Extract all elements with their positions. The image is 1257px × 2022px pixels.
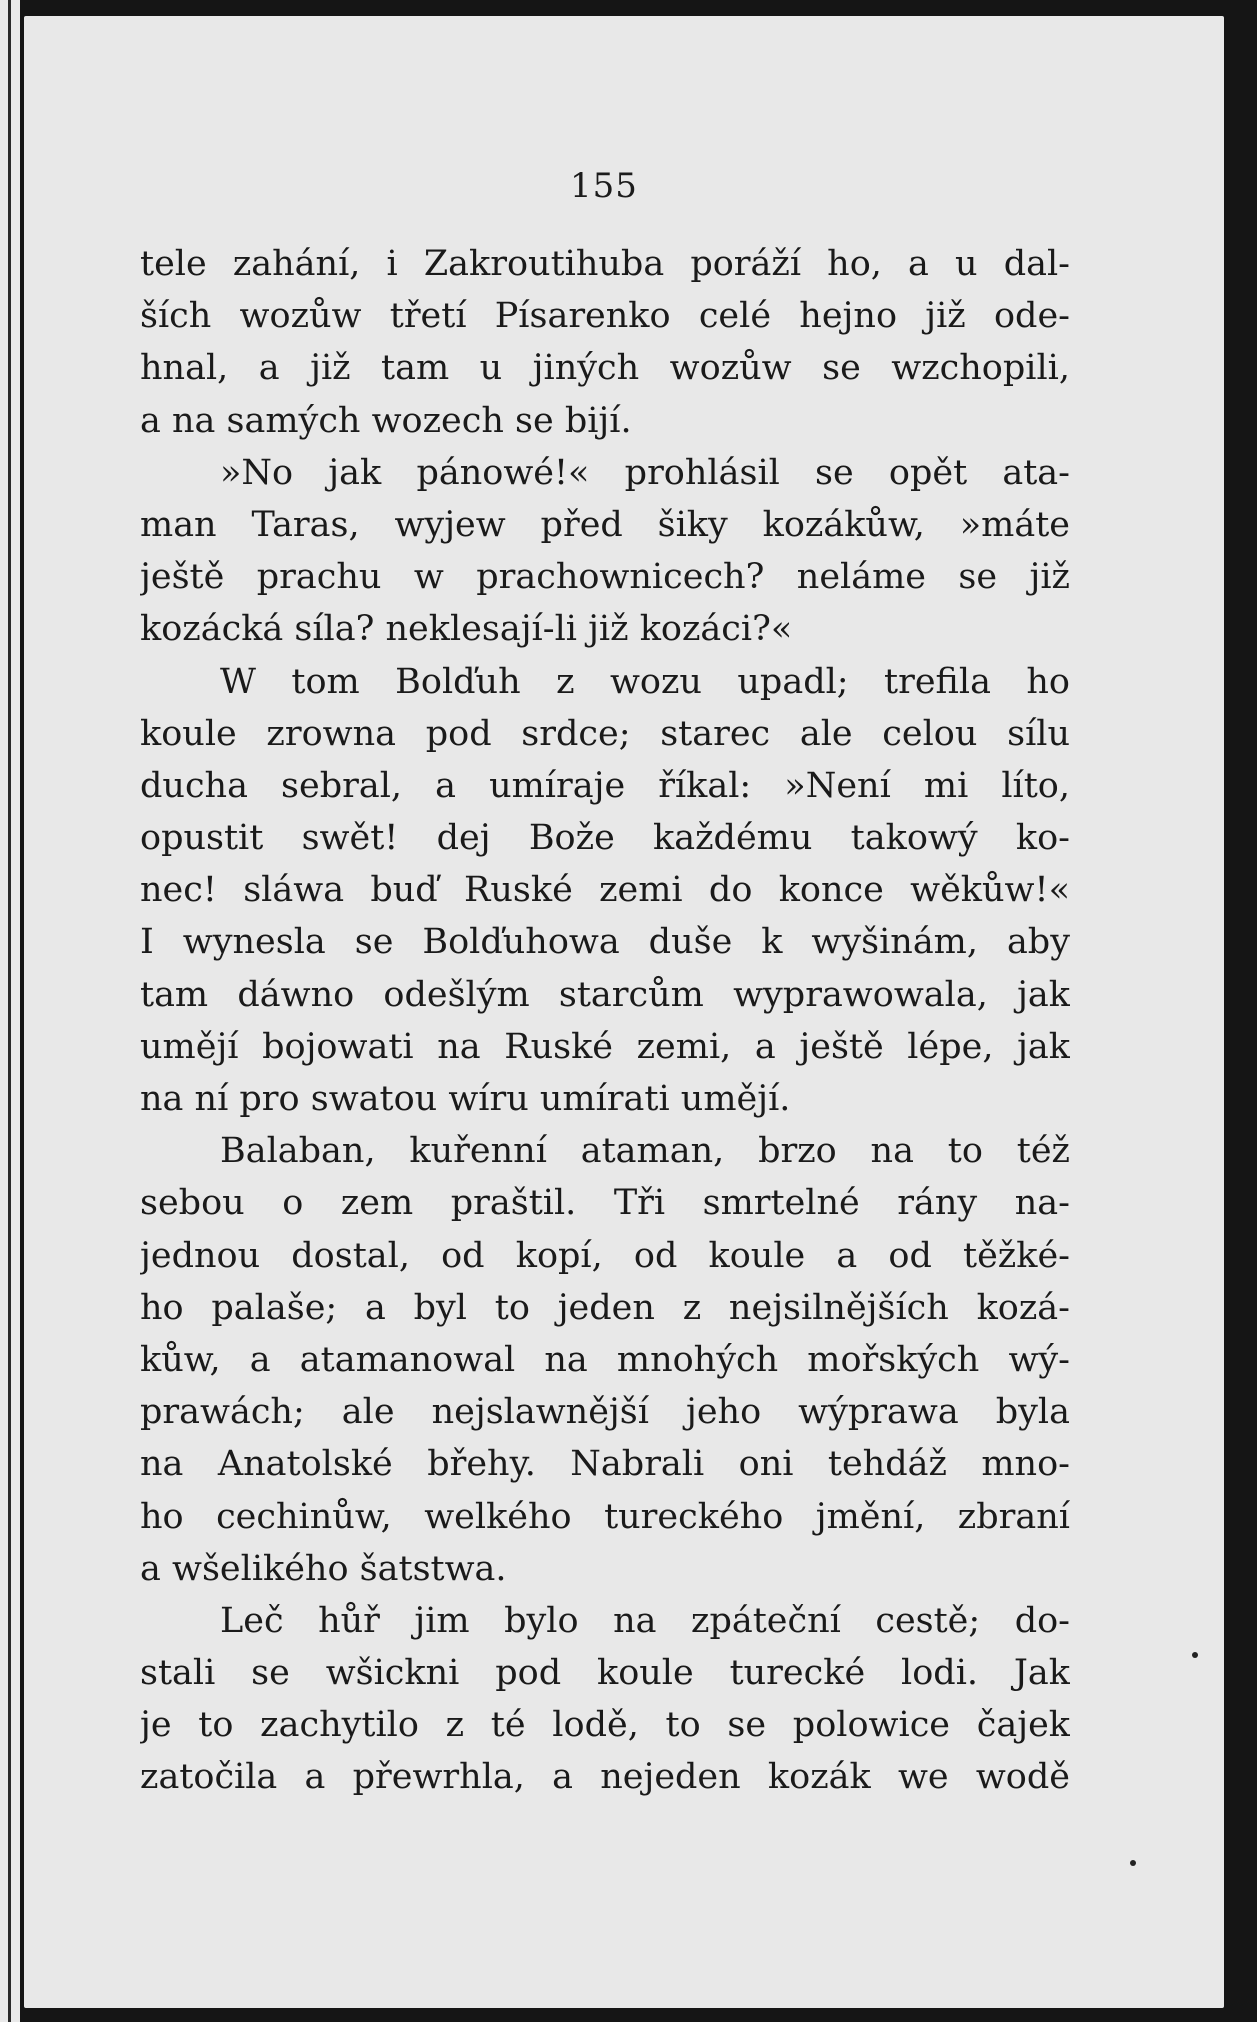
text-line: Leč hůř jim bylo na zpáteční cestě; do- — [220, 1600, 1070, 1641]
text-line: kozácká síla? neklesají-li již kozáci?« — [140, 609, 793, 650]
text-line: stali se wšickni pod koule turecké lodi. Jak — [140, 1653, 1070, 1694]
text-line: ho palaše; a byl to jeden z nejsilnějších kozá- — [140, 1287, 1070, 1328]
text-line: tam dáwno odešlým starcům wyprawowala, jak — [140, 974, 1070, 1015]
page-body-text — [140, 238, 1070, 1804]
text-line: I wynesla se Bolďuhowa duše k wyšinám, aby — [140, 922, 1070, 963]
text-line: sebou o zem praštil. Tři smrtelné rány na- — [140, 1183, 1070, 1224]
text-line: zatočila a přewrhla, a nejeden kozák we wodě — [140, 1757, 1070, 1798]
text-line: kůw, a atamanowal na mnohých mořských wý- — [140, 1339, 1070, 1380]
page-number: 155 — [570, 166, 638, 206]
text-line: man Taras, wyjew před šiky kozákůw, »máte — [140, 504, 1070, 545]
text-line: Balaban, kuřenní ataman, brzo na to též — [220, 1131, 1070, 1172]
text-line: umějí bojowati na Ruské zemi, a ještě lépe, jak — [140, 1026, 1070, 1067]
text-line: jednou dostal, od kopí, od koule a od těžké- — [140, 1235, 1070, 1276]
text-line: prawách; ale nejslawnější jeho wýprawa byla — [140, 1392, 1070, 1433]
text-line: a na samých wozech se bijí. — [140, 400, 632, 441]
book-page — [24, 16, 1224, 2008]
text-line: nec! sláwa buď Ruské zemi do konce wěkůw!« — [140, 870, 1070, 911]
text-line: ducha sebral, a umíraje říkal: »Není mi líto, — [140, 765, 1070, 806]
ink-speck — [1192, 1652, 1198, 1658]
text-line: koule zrowna pod srdce; starec ale celou sílu — [140, 713, 1070, 754]
scan-left-margin — [0, 0, 20, 2022]
text-line: tele zahání, i Zakroutihuba poráží ho, a u dal- — [140, 244, 1070, 284]
text-line: a wšelikého šatstwa. — [140, 1548, 507, 1589]
text-line: ho cechinůw, welkého tureckého jmění, zbraní — [140, 1496, 1070, 1537]
ink-speck — [1130, 1860, 1136, 1866]
text-line: na Anatolské břehy. Nabrali oni tehdáž mno- — [140, 1444, 1070, 1485]
text-line: opustit swět! dej Bože každému takowý ko- — [140, 818, 1070, 859]
scan-binding-line — [8, 0, 11, 2022]
text-line: W tom Bolďuh z wozu upadl; trefila ho — [220, 661, 1070, 702]
text-line: ších wozůw třetí Písarenko celé hejno již ode- — [140, 296, 1070, 337]
text-line: na ní pro swatou wíru umírati umějí. — [140, 1079, 791, 1119]
text-line: ještě prachu w prachownicech? neláme se již — [140, 557, 1070, 598]
text-line: hnal, a již tam u jiných wozůw se wzchopili, — [140, 348, 1070, 389]
text-line: je to zachytilo z té lodě, to se polowice čajek — [140, 1705, 1070, 1746]
text-line: »No jak pánowé!« prohlásil se opět ata- — [220, 452, 1070, 493]
